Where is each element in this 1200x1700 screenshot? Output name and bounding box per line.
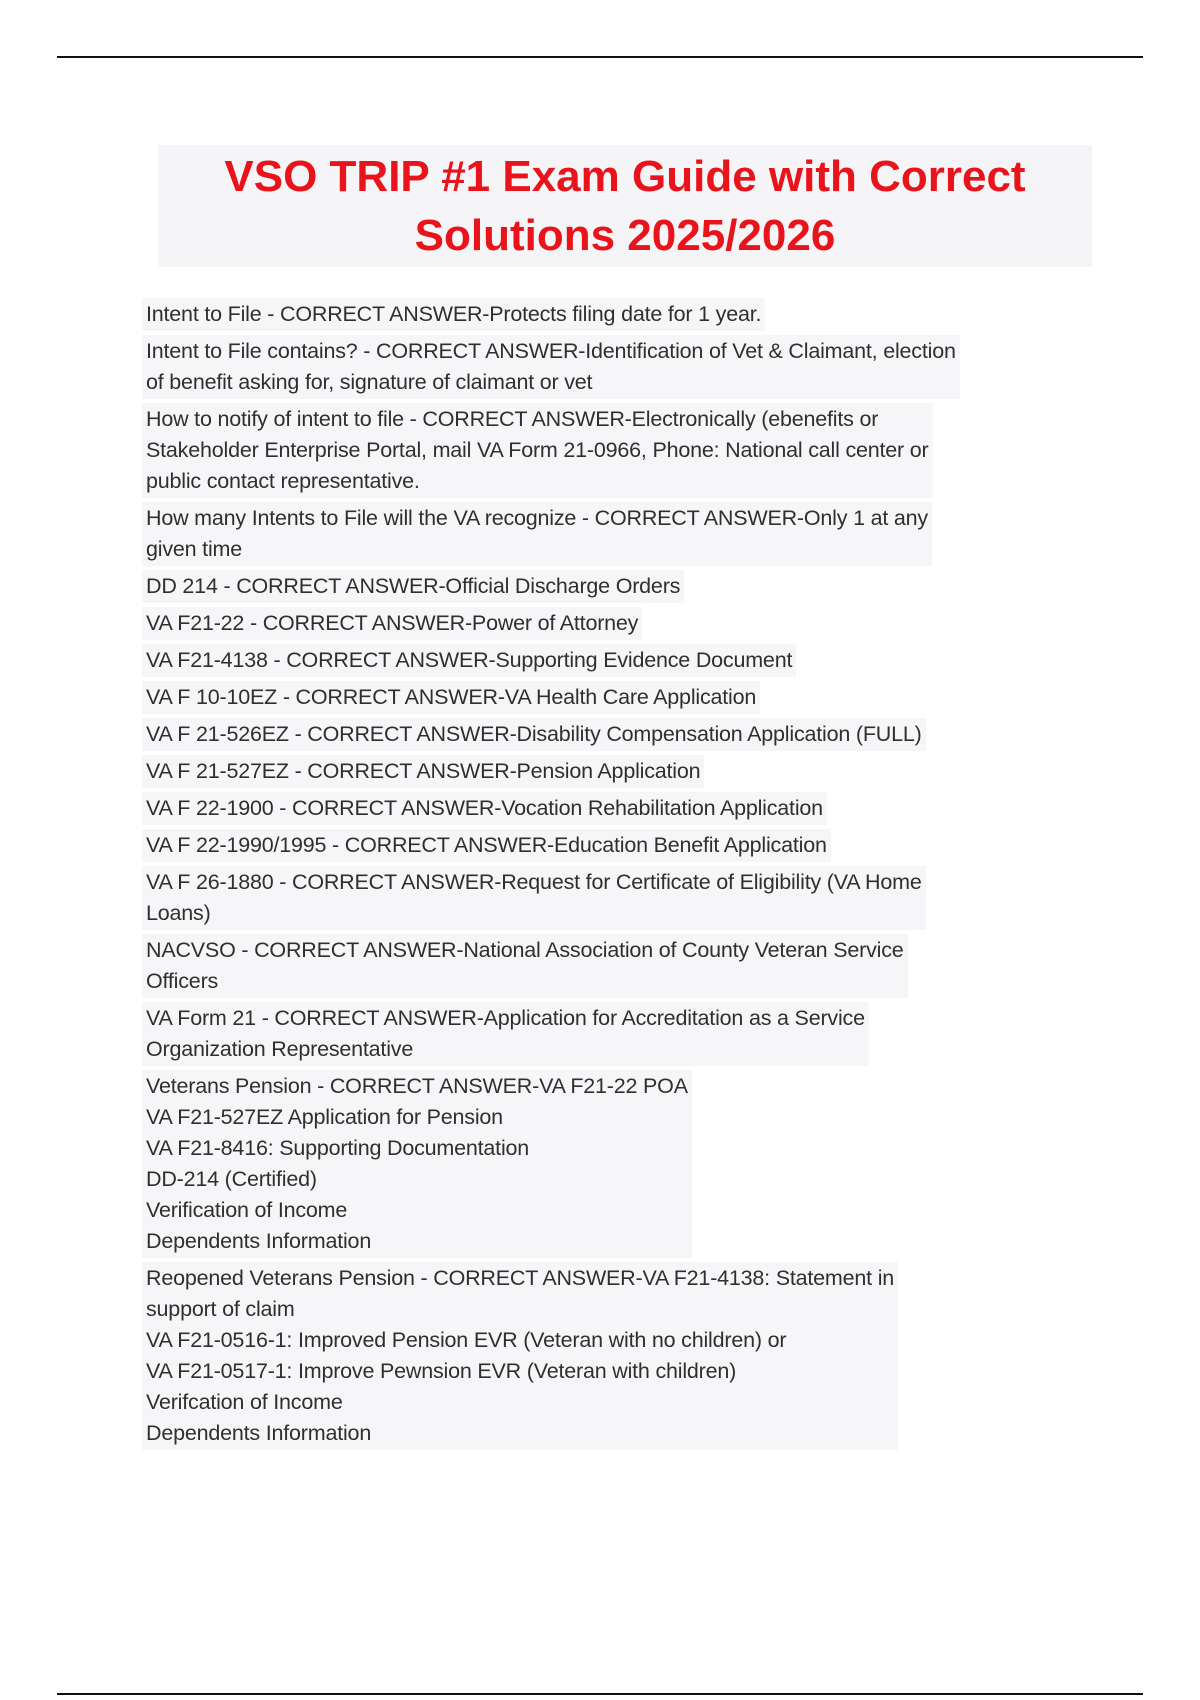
qa-entry bbox=[142, 644, 1082, 677]
qa-line: VA F21-22 - CORRECT ANSWER-Power of Attorney bbox=[146, 611, 639, 635]
qa-line: VA F21-527EZ Application for Pension bbox=[146, 1105, 503, 1129]
qa-entry bbox=[142, 792, 1082, 825]
qa-line: Stakeholder Enterprise Portal, mail VA Form 21-0966, Phone: National call center or bbox=[146, 438, 929, 462]
qa-text bbox=[142, 755, 704, 788]
qa-entry bbox=[142, 298, 1082, 331]
qa-text bbox=[142, 718, 926, 751]
top-divider bbox=[57, 56, 1143, 58]
qa-line: Dependents Information bbox=[146, 1229, 372, 1253]
qa-line: How many Intents to File will the VA recognize - CORRECT ANSWER-Only 1 at any bbox=[146, 506, 928, 530]
qa-entry bbox=[142, 681, 1082, 714]
title-line-2: Solutions 2025/2026 bbox=[414, 211, 836, 260]
qa-text bbox=[142, 866, 926, 930]
qa-text bbox=[142, 792, 827, 825]
qa-entry bbox=[142, 934, 1082, 998]
qa-line: Loans) bbox=[146, 901, 211, 925]
document-title bbox=[224, 147, 1025, 265]
qa-entry bbox=[142, 1002, 1082, 1066]
qa-line: Officers bbox=[146, 969, 219, 993]
qa-line: Veterans Pension - CORRECT ANSWER-VA F21-22 POA bbox=[146, 1074, 688, 1098]
title-banner bbox=[158, 145, 1092, 267]
qa-line: VA F21-8416: Supporting Documentation bbox=[146, 1136, 530, 1160]
qa-entry bbox=[142, 829, 1082, 862]
qa-line: Intent to File contains? - CORRECT ANSWER-Identification of Vet & Claimant, election bbox=[146, 339, 956, 363]
qa-line: given time bbox=[146, 537, 242, 561]
qa-entry bbox=[142, 607, 1082, 640]
qa-text bbox=[142, 829, 831, 862]
qa-line: DD-214 (Certified) bbox=[146, 1167, 317, 1191]
qa-entry bbox=[142, 502, 1082, 566]
qa-line: VA F 10-10EZ - CORRECT ANSWER-VA Health Care Application bbox=[146, 685, 757, 709]
qa-line: How to notify of intent to file - CORRECT ANSWER-Electronically (ebenefits or bbox=[146, 407, 879, 431]
qa-entry bbox=[142, 718, 1082, 751]
qa-text bbox=[142, 1070, 692, 1258]
bottom-divider bbox=[57, 1693, 1143, 1695]
qa-text bbox=[142, 1262, 898, 1450]
qa-text bbox=[142, 570, 684, 603]
qa-text bbox=[142, 607, 642, 640]
qa-line: VA F 21-526EZ - CORRECT ANSWER-Disability Compensation Application (FULL) bbox=[146, 722, 922, 746]
qa-entry bbox=[142, 335, 1082, 399]
qa-entry bbox=[142, 403, 1082, 498]
qa-line: VA F 26-1880 - CORRECT ANSWER-Request for Certificate of Eligibility (VA Home bbox=[146, 870, 922, 894]
qa-text bbox=[142, 934, 908, 998]
qa-entry bbox=[142, 755, 1082, 788]
qa-text bbox=[142, 403, 933, 498]
qa-line: Reopened Veterans Pension - CORRECT ANSWER-VA F21-4138: Statement in bbox=[146, 1266, 895, 1290]
qa-line: Organization Representative bbox=[146, 1037, 414, 1061]
qa-text bbox=[142, 335, 960, 399]
qa-line: VA Form 21 - CORRECT ANSWER-Application for Accreditation as a Service bbox=[146, 1006, 865, 1030]
qa-line: VA F 22-1900 - CORRECT ANSWER-Vocation Rehabilitation Application bbox=[146, 796, 823, 820]
qa-text bbox=[142, 681, 760, 714]
qa-text bbox=[142, 298, 765, 331]
qa-line: Verifcation of Income bbox=[146, 1390, 343, 1414]
qa-line: DD 214 - CORRECT ANSWER-Official Discharge Orders bbox=[146, 574, 681, 598]
qa-list bbox=[142, 298, 1082, 1454]
title-line-1: VSO TRIP #1 Exam Guide with Correct bbox=[224, 152, 1026, 201]
qa-entry bbox=[142, 866, 1082, 930]
qa-text bbox=[142, 1002, 869, 1066]
qa-line: VA F 21-527EZ - CORRECT ANSWER-Pension Application bbox=[146, 759, 701, 783]
qa-line: of benefit asking for, signature of claimant or vet bbox=[146, 370, 593, 394]
qa-line: Dependents Information bbox=[146, 1421, 372, 1445]
qa-entry bbox=[142, 570, 1082, 603]
qa-line: Intent to File - CORRECT ANSWER-Protects filing date for 1 year. bbox=[146, 302, 762, 326]
qa-line: Verification of Income bbox=[146, 1198, 348, 1222]
qa-line: VA F 22-1990/1995 - CORRECT ANSWER-Education Benefit Application bbox=[146, 833, 827, 857]
qa-text bbox=[142, 502, 932, 566]
qa-text bbox=[142, 644, 796, 677]
qa-line: NACVSO - CORRECT ANSWER-National Association of County Veteran Service bbox=[146, 938, 904, 962]
qa-entry bbox=[142, 1070, 1082, 1258]
qa-entry bbox=[142, 1262, 1082, 1450]
qa-line: VA F21-0516-1: Improved Pension EVR (Veteran with no children) or bbox=[146, 1328, 787, 1352]
qa-line: VA F21-4138 - CORRECT ANSWER-Supporting Evidence Document bbox=[146, 648, 793, 672]
qa-line: support of claim bbox=[146, 1297, 295, 1321]
qa-line: VA F21-0517-1: Improve Pewnsion EVR (Veteran with children) bbox=[146, 1359, 737, 1383]
qa-line: public contact representative. bbox=[146, 469, 420, 493]
